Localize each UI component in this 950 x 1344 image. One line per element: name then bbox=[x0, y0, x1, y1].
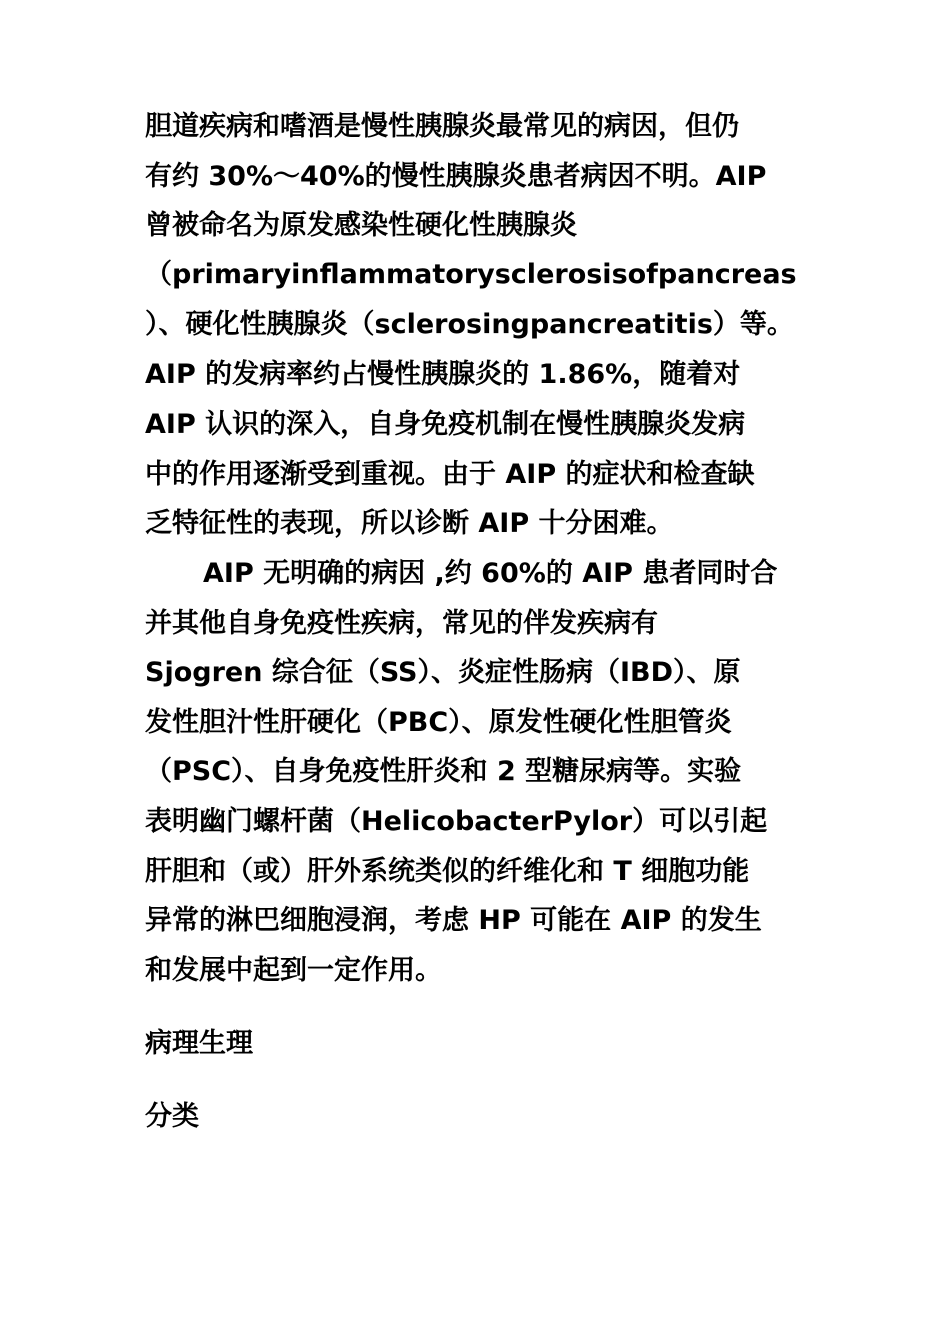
paragraph-2-line-4: 发性胆汁性肝硬化（PBC）、原发性硬化性胆管炎 bbox=[145, 707, 732, 738]
paragraph-1-line-4: （primaryinflammatorysclerosisofpancreas bbox=[145, 259, 797, 290]
paragraph-2-line-9: 和发展中起到一定作用。 bbox=[145, 955, 442, 986]
paragraph-2-line-1: AIP 无明确的病因 ,约 60%的 AIP 患者同时合 bbox=[203, 558, 778, 589]
paragraph-1-line-9: 乏特征性的表现，所以诊断 AIP 十分困难。 bbox=[145, 508, 674, 539]
paragraph-2-line-6: 表明幽门螺杆菌（HelicobacterPylor）可以引起 bbox=[145, 806, 768, 837]
section-heading-classification: 分类 bbox=[145, 1101, 199, 1132]
paragraph-2-line-8: 异常的淋巴细胞浸润，考虑 HP 可能在 AIP 的发生 bbox=[145, 905, 762, 936]
paragraph-2-line-2: 并其他自身免疫性疾病，常见的伴发疾病有 bbox=[145, 608, 658, 639]
paragraph-1-line-6: AIP 的发病率约占慢性胰腺炎的 1.86%，随着对 bbox=[145, 359, 741, 390]
paragraph-1-line-2: 有约 30%～40%的慢性胰腺炎患者病因不明。AIP bbox=[145, 161, 767, 192]
paragraph-1-line-3: 曾被命名为原发感染性硬化性胰腺炎 bbox=[145, 210, 577, 241]
paragraph-2-line-5: （PSC）、自身免疫性肝炎和 2 型糖尿病等。实验 bbox=[145, 756, 742, 787]
paragraph-1-line-1: 胆道疾病和嗜酒是慢性胰腺炎最常见的病因，但仍 bbox=[145, 111, 739, 142]
paragraph-2-line-3: Sjogren 综合征（SS）、炎症性肠病（IBD）、原 bbox=[145, 657, 741, 688]
section-heading-pathophysiology: 病理生理 bbox=[145, 1028, 253, 1059]
paragraph-1-line-5: ）、硬化性胰腺炎（sclerosingpancreatitis）等。 bbox=[145, 309, 794, 340]
paragraph-1-line-7: AIP 认识的深入，自身免疫机制在慢性胰腺炎发病 bbox=[145, 409, 746, 440]
paragraph-2-line-7: 肝胆和（或）肝外系统类似的纤维化和 T 细胞功能 bbox=[145, 856, 750, 887]
paragraph-1-line-8: 中的作用逐渐受到重视。由于 AIP 的症状和检查缺 bbox=[145, 459, 755, 490]
